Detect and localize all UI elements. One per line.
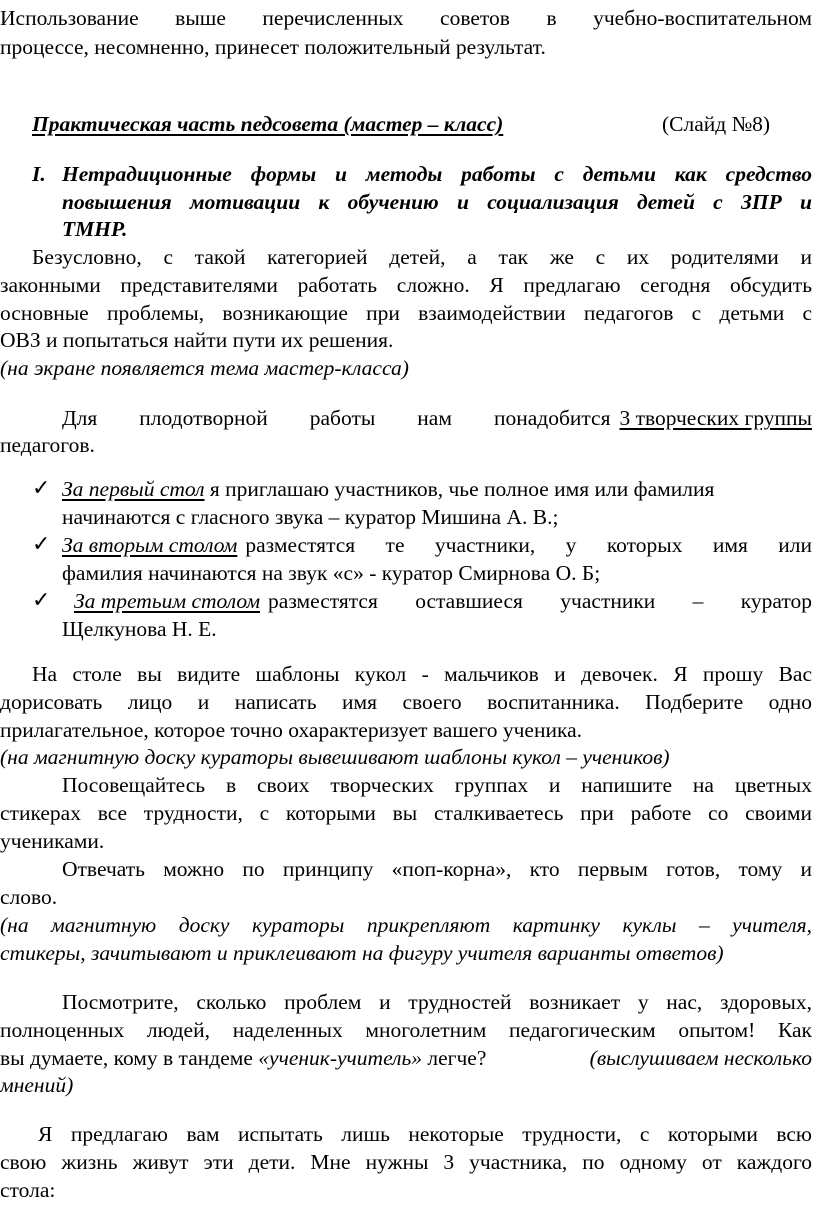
group-1-table: За первый стол bbox=[62, 477, 205, 501]
para1-line-1: Безусловно, с такой категорией детей, а так же с их родителями и bbox=[32, 245, 812, 269]
intro-line-2: процессе, несомненно, принесет положительный результат. bbox=[0, 35, 546, 59]
section-heading-line-3: ТМНР. bbox=[62, 217, 128, 241]
para3-line-1: На столе вы видите шаблоны кукол - мальчиков и девочек. Я прошу Вас bbox=[32, 662, 812, 686]
para2-line-2: педагогов. bbox=[0, 433, 95, 457]
checkmark-icon: ✓ bbox=[32, 532, 51, 557]
checkmark-icon: ✓ bbox=[32, 476, 51, 501]
practice-title: Практическая часть педсовета (мастер – класс) bbox=[32, 112, 504, 136]
para1-note: (на экране появляется тема мастер-класса) bbox=[0, 356, 409, 380]
creative-groups-count: 3 творческих группы bbox=[619, 406, 812, 430]
group-3-text: разместятся оставшиеся участники – куратор bbox=[268, 589, 812, 613]
group-3-line-2: Щелкунова Н. Е. bbox=[62, 617, 217, 641]
slide-reference: (Слайд №8) bbox=[662, 112, 771, 136]
para4-line-3: учениками. bbox=[0, 829, 105, 853]
group-1-text: я приглашаю участников, чье полное имя или фамилия bbox=[204, 477, 715, 501]
para7-line-2: свою жизнь живут эти дети. Мне нужны 3 участника, по одному от каждого bbox=[0, 1150, 812, 1174]
group-1-line-1 bbox=[62, 475, 812, 503]
group-3-table: За третьим столом bbox=[74, 589, 261, 613]
para6-note-end: мнений) bbox=[0, 1073, 74, 1097]
section-heading-line-2: повышения мотивации к обучению и социализация детей с ЗПР и bbox=[62, 190, 812, 214]
para3-line-2: дорисовать лицо и написать имя своего воспитанника. Подберите одно bbox=[0, 690, 812, 714]
para5-note-line-2: стикеры, зачитывают и приклеивают на фигуру учителя варианты ответов) bbox=[0, 941, 724, 965]
group-2-table: За вторым столом bbox=[62, 533, 238, 557]
para7-line-1: Я предлагаю вам испытать лишь некоторые трудности, с которыми всю bbox=[38, 1122, 812, 1146]
para3-line-3: прилагательное, которое точно охарактеризует вашего ученика. bbox=[0, 718, 583, 742]
group-2-text: разместятся те участники, у которых имя или bbox=[245, 533, 812, 557]
para6-line-3-part bbox=[0, 1044, 492, 1072]
section-heading-line-1: Нетрадиционные формы и методы работы с детьми как средство bbox=[62, 162, 812, 186]
para6-text-a: вы думаете, кому в тандеме bbox=[0, 1046, 259, 1070]
group-2-line-1 bbox=[62, 531, 812, 559]
group-3-line-1 bbox=[74, 587, 812, 615]
para5-line-2: слово. bbox=[0, 885, 58, 909]
section-numeral: I. bbox=[32, 162, 46, 186]
student-teacher-term: «ученик-учитель» bbox=[258, 1046, 422, 1070]
para7-line-3: стола: bbox=[0, 1178, 56, 1202]
para1-line-4: ОВЗ и попытаться найти пути их решения. bbox=[0, 328, 394, 352]
para6-line-3 bbox=[0, 1044, 812, 1072]
para6-note-start: (выслушиваем несколько bbox=[589, 1046, 812, 1070]
para2-text: Для плодотворной работы нам понадобится bbox=[62, 406, 611, 430]
para2-line-1 bbox=[62, 404, 812, 432]
para6-line-1: Посмотрите, сколько проблем и трудностей возникает у нас, здоровых, bbox=[62, 990, 812, 1014]
para6-line-2: полноценных людей, наделенных многолетним педагогическим опытом! Как bbox=[0, 1018, 812, 1042]
para5-line-1: Отвечать можно по принципу «поп-корна», кто первым готов, тому и bbox=[62, 857, 812, 881]
para1-line-2: законными представителями работать сложно. Я предлагаю сегодня обсудить bbox=[0, 273, 812, 297]
intro-line-1: Использование выше перечисленных советов в учебно-воспитательном bbox=[0, 6, 812, 30]
para3-note: (на магнитную доску кураторы вывешивают шаблоны кукол – учеников) bbox=[0, 745, 670, 769]
group-2-line-2: фамилия начинаются на звук «с» - куратор Смирнова О. Б; bbox=[62, 561, 601, 585]
para6-text-c: легче? bbox=[422, 1046, 492, 1070]
para4-line-1: Посовещайтесь в своих творческих группах и напишите на цветных bbox=[62, 773, 812, 797]
checkmark-icon: ✓ bbox=[32, 588, 51, 613]
para5-note-line-1: (на магнитную доску кураторы прикрепляют картинку куклы – учителя, bbox=[0, 913, 812, 937]
group-1-line-2: начинаются с гласного звука – куратор Мишина А. В.; bbox=[62, 505, 559, 529]
para1-line-3: основные проблемы, возникающие при взаимодействии педагогов с детьми с bbox=[0, 301, 812, 325]
para4-line-2: стикерах все трудности, с которыми вы сталкиваетесь при работе со своими bbox=[0, 801, 812, 825]
